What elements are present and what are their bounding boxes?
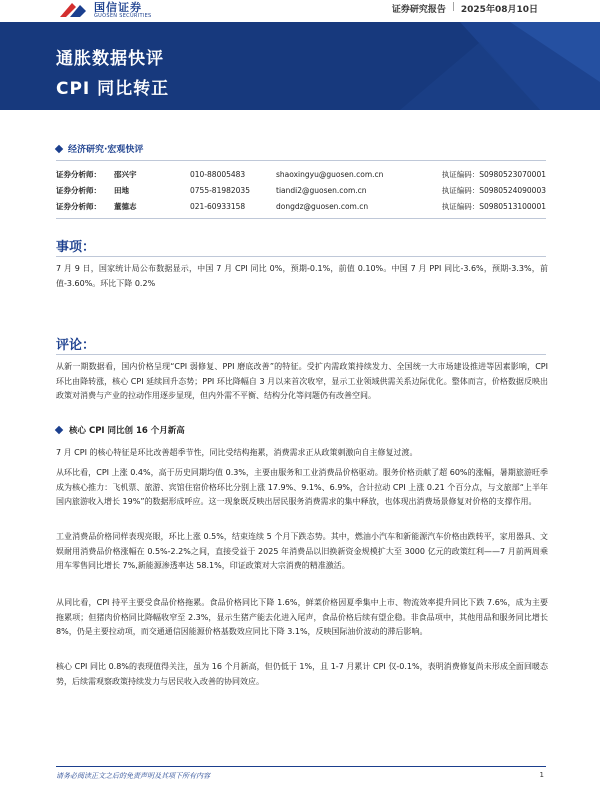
analyst-name: 邵兴宇: [114, 169, 137, 179]
title-banner: [0, 22, 600, 110]
report-type: 证券研究报告: [391, 5, 446, 15]
analyst-row: [56, 182, 546, 198]
logo-chinese: 国信证券: [94, 0, 142, 14]
analyst-email[interactable]: tiandi2@guosen.com.cn: [276, 185, 367, 195]
report-subtitle: CPI 同比转正: [56, 79, 170, 99]
analyst-row: [56, 166, 546, 182]
comment-paragraph-1: 从新一期数据看，国内价格呈现“CPI 弱修复、PPI 磨底改善”的特征。受扩内需政策持续发力、全国统一大市场建设推进等因素影响，CPI 环比由降转涨，核心 CPI 延续回升态势；PPI 环比降幅自 3 月以来首次收窄，显示工业领域供需关系边际优化。整体而言，价格数据反映出政策对消费与产业的拉动作用逐步显现，但内外需不平衡、结构分化等问题仍有改善空间。: [56, 362, 548, 400]
footer-divider: [56, 766, 546, 767]
analyst-role: 证券分析师：: [56, 201, 101, 211]
analyst-phone: 010-88005483: [190, 169, 246, 179]
divider: [56, 354, 546, 355]
analyst-phone: 0755-81982035: [190, 185, 250, 195]
divider: [56, 160, 546, 161]
analyst-cert: 执证编码：S0980523070001: [441, 169, 546, 179]
logo-mark-icon: [58, 1, 88, 19]
subsection-heading: [56, 424, 185, 436]
banner-decoration: [340, 22, 600, 110]
top-header: [0, 0, 600, 22]
analyst-table: [56, 166, 546, 214]
analyst-role: 证券分析师：: [56, 185, 101, 195]
comment-paragraph-3: 从环比看，CPI 上涨 0.4%，高于历史同期均值 0.3%，主要由服务和工业消费品价格驱动。服务价格贡献了超 60%的涨幅，暑期旅游旺季成为核心推力：飞机票、旅游、宾馆住宿价格环比分别上涨 17.9%、9.1%、6.9%，合计拉动 CPI 上涨 0.21 个百分点，与文旅部“上半年国内旅游收入增长 19%”的数据形成呼应。这一现象既反映出居民服务消费需求的集中释放，也体现出消费场景修复对价格的支撑作用。: [56, 468, 548, 506]
page-number: 1: [539, 771, 544, 779]
analyst-name: 董德志: [114, 201, 137, 211]
report-date: 2025年08月10日: [460, 5, 538, 15]
analyst-phone: 021-60933158: [190, 201, 246, 211]
comment-paragraph-2: 7 月 CPI 的核心特征是环比改善超季节性，同比受结构拖累，消费需求正从政策刺激向自主修复过渡。: [56, 448, 418, 457]
logo-english: GUOSEN SECURITIES: [94, 12, 152, 19]
footer-disclaimer[interactable]: 请务必阅读正文之后的免责声明及其项下所有内容: [56, 772, 210, 780]
subsection-title: 核心 CPI 同比创 16 个月新高: [69, 426, 185, 436]
diamond-bullet-icon: [55, 426, 63, 434]
analyst-role: 证券分析师：: [56, 169, 101, 179]
section-heading-comment: 评论：: [56, 338, 96, 353]
analyst-cert: 执证编码：S0980524090003: [441, 185, 546, 195]
guosen-logo: [58, 0, 152, 20]
analyst-row: [56, 198, 546, 214]
analyst-email[interactable]: dongdz@guosen.com.cn: [276, 201, 369, 211]
comment-paragraph-6: 核心 CPI 同比 0.8%的表现值得关注，虽为 16 个月新高，但仍低于 1%，且 1-7 月累计 CPI 仅-0.1%，表明消费修复尚未形成全面回暖态势，后续需观察政策持续发力与居民收入改善的协同效应。: [56, 662, 548, 686]
meta-separator: |: [451, 2, 455, 12]
matter-paragraph: 7 月 9 日，国家统计局公布数据显示，中国 7 月 CPI 同比 0%，预期-0.1%，前值 0.10%。中国 7 月 PPI 同比-3.6%，预期-3.3%，前值-3.60%。环比下降 0.2%: [56, 264, 548, 288]
analyst-cert: 执证编码：S0980513100001: [441, 201, 546, 211]
report-category: [56, 142, 143, 155]
diamond-bullet-icon: [55, 144, 63, 152]
divider: [56, 218, 546, 219]
divider: [56, 256, 546, 257]
report-meta: [392, 2, 538, 15]
comment-paragraph-5: 从同比看，CPI 持平主要受食品价格拖累。食品价格同比下降 1.6%，鲜菜价格因夏季集中上市、物流效率提升同比下跌 7.6%，成为主要拖累项；但猪肉价格同比降幅收窄至 2.3%，显示生猪产能去化进入尾声，食品价格后续有望企稳。非食品项中，其他用品和服务同比增长 8%，仍是主要拉动项，而交通通信因能源价格基数效应同比下降 3.1%，反映国际油价波动的滞后影响。: [56, 598, 548, 636]
report-title: 通胀数据快评: [56, 49, 164, 69]
analyst-email[interactable]: shaoxingyu@guosen.com.cn: [276, 169, 384, 179]
category-label: 经济研究·宏观快评: [68, 145, 144, 155]
section-heading-matter: 事项：: [56, 240, 96, 255]
comment-paragraph-4: 工业消费品价格同样表现亮眼，环比上涨 0.5%，结束连续 5 个月下跌态势。其中，燃油小汽车和新能源汽车价格由跌转平，家用器具、文娱耐用消费品价格涨幅在 0.5%-2.2%之间，直接受益于 2025 年消费品以旧换新资金规模扩大至 3000 亿元的政策红利——7 月前两周乘用车零售同比增长 7%,新能源渗透率达 58.1%，印证政策对大宗消费的精准激活。: [56, 532, 548, 570]
analyst-name: 田地: [114, 185, 129, 195]
